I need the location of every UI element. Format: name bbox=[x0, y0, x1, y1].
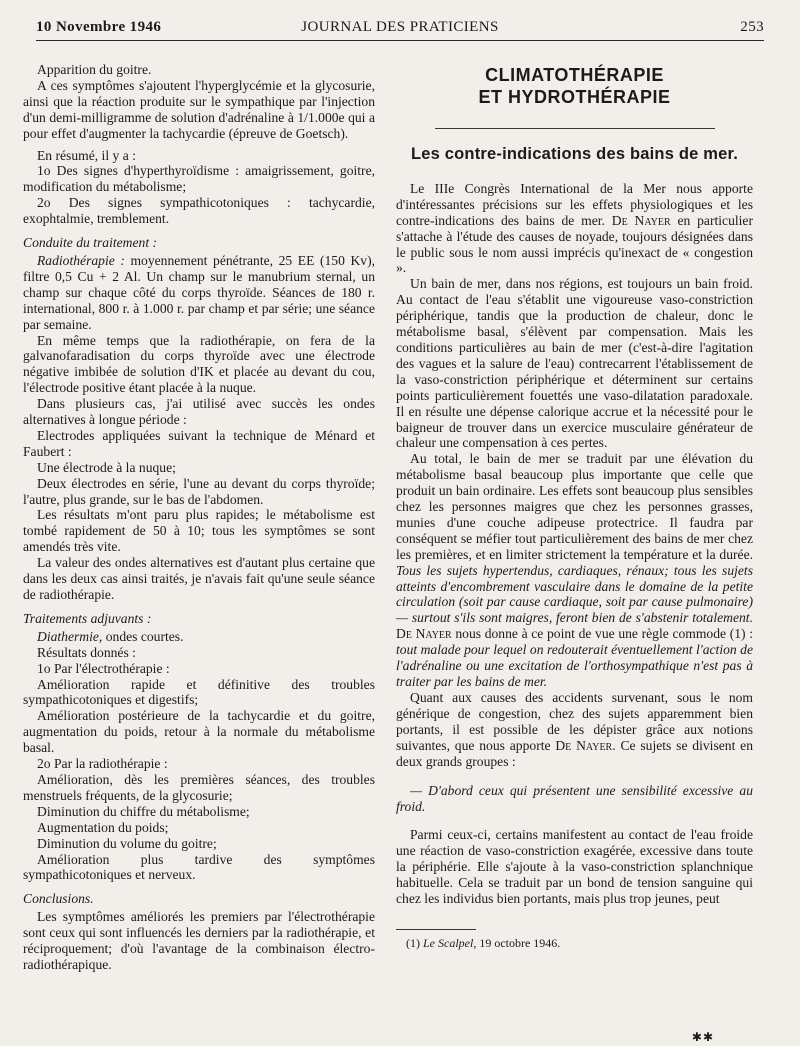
paragraph: Diminution du volume du goitre; bbox=[37, 835, 217, 851]
paragraph: En même temps que la radiothérapie, on fera de la galvanofaradisation du corps thyroïde avec une électrode négative imbibée de solution d'IK et placée au devant du cou, l'électrode positive étant placée à la nuque. bbox=[23, 332, 375, 396]
footnote-divider bbox=[396, 929, 476, 930]
paragraph bbox=[396, 690, 753, 770]
page-header bbox=[36, 16, 764, 41]
paragraph: Les résultats m'ont paru plus rapides; le métabolisme est tombé rapidement de 50 à 10; tous les symptômes se sont amendés très vite. bbox=[23, 507, 375, 555]
paragraph bbox=[396, 451, 753, 690]
paragraph: Amélioration, dès les premières séances, des troubles menstruels fréquents, de la glycosurie; bbox=[23, 771, 375, 803]
emphasis: Radiothérapie : bbox=[37, 252, 125, 268]
paragraph: Augmentation du poids; bbox=[37, 819, 169, 835]
footnote bbox=[396, 936, 753, 952]
text: en particulier s'attache à l'étude des causes de noyade, toujours désignées dans le public sous le nom aussi imprécis qu'inexact de « congestion ». bbox=[396, 212, 753, 276]
paragraph: Amélioration plus tardive des symptômes sympathicotoniques et nerveux. bbox=[23, 851, 375, 883]
paragraph: Amélioration postérieure de la tachycardie et du goitre, augmentation du poids, retour à la normale du métabolisme basal. bbox=[23, 708, 375, 756]
emphasis: Tous les sujets hypertendus, cardiaques, rénaux; tous les sujets atteints d'encombrement vasculaire dans le domaine de la petite circulation (soit par cause cardiaque, soit par cause pulmonaire) — surtout s'ils sont maigres, feront bien de s'abstenir totalement. bbox=[396, 562, 753, 626]
paragraph: Un bain de mer, dans nos régions, est toujours un bain froid. Au contact de l'eau s'établit une vigoureuse vaso-constriction périphérique, tandis que la production de chaleur, donc le métabolisme basal, s'élèvent par compensation. Mais les conditions particulières au bain de mer (c'est-à-dire l'agitation des vagues et la salure de l'eau) contrecarrent l'établissement de la vaso-constriction périphérique et déterminent sur certains points particulièrement fouettés une vaso-dilatation paradoxale. Il en résulte une dépense calorique accrue et la nécessité pour le baigneur de trouver dans un exercice musculaire générateur de chaleur une compensation à ces pertes. bbox=[396, 276, 753, 451]
author-name: De Nayer bbox=[611, 212, 671, 228]
paragraph: 2o Des signes sympathicotoniques : tachycardie, exophtalmie, tremblement. bbox=[23, 195, 375, 227]
right-column bbox=[396, 62, 753, 952]
paragraph: Apparition du goitre. bbox=[37, 62, 152, 77]
article-title: Les contre-indications des bains de mer. bbox=[396, 128, 753, 163]
paragraph bbox=[396, 181, 753, 276]
section-heading-conduite: Conduite du traitement : bbox=[23, 235, 158, 251]
text: moyennement pénétrante, 25 EE (150 Kv), filtre 0,5 Cu + 2 Al. Un champ sur le manubrium sternal, un champ sur chaque côté du corps thyroïde. Séances de 180 r. international, 800 r. à 1.000 r. par champ et par série; une séance par semaine. bbox=[23, 252, 375, 332]
paragraph: Dans plusieurs cas, j'ai utilisé avec succès les ondes alternatives à longue période : bbox=[23, 396, 375, 428]
paragraph: Résultats donnés : bbox=[37, 644, 136, 660]
left-column bbox=[23, 62, 375, 973]
paragraph: Electrodes appliquées suivant la technique de Ménard et Faubert : bbox=[23, 427, 375, 459]
section-heading-conclusions: Conclusions. bbox=[23, 891, 94, 907]
paragraph: Une électrode à la nuque; bbox=[37, 459, 176, 475]
paragraph bbox=[23, 253, 375, 333]
paragraph: En résumé, il y a : bbox=[37, 147, 136, 163]
text: ondes courtes. bbox=[102, 628, 184, 644]
paragraph: Deux électrodes en série, l'une au devant du corps thyroïde; l'autre, plus grande, sur le bas de l'abdomen. bbox=[23, 475, 375, 507]
header-journal-title: JOURNAL DES PRATICIENS bbox=[301, 19, 499, 35]
emphasis: Diathermie, bbox=[37, 628, 103, 644]
paragraph: Amélioration rapide et définitive des troubles sympathicotoniques et digestifs; bbox=[23, 676, 375, 708]
paragraph: 2o Par la radiothérapie : bbox=[37, 756, 168, 772]
text: 19 octobre 1946. bbox=[476, 935, 561, 950]
text: Quant aux causes des accidents survenant, sous le nom générique de congestion, chez des sujets apparemment bien portants, il est possible de les dépister grâce aux notions suivantes, que nous apporte bbox=[396, 689, 753, 753]
paragraph: 1o Par l'électrothérapie : bbox=[37, 660, 170, 676]
section-title-line1: CLIMATOTHÉRAPIE bbox=[485, 65, 664, 85]
text: Le IIIe Congrès International de la Mer nous apporte d'intéressantes précisions sur les effets physiologiques et les contre-indications des bains de mer. bbox=[396, 180, 753, 228]
paragraph: Diminution du chiffre du métabolisme; bbox=[37, 803, 250, 819]
paragraph: — D'abord ceux qui présentent une sensibilité excessive au froid. bbox=[396, 783, 753, 815]
paragraph: La valeur des ondes alternatives est d'autant plus certaine que dans les deux cas ainsi traités, je n'avais fait qu'une seule séance de radiothérapie. bbox=[23, 555, 375, 602]
text: . Ce sujets se divisent en deux grands groupes : bbox=[396, 737, 754, 769]
text: nous donne à ce point de vue une règle commode (1) : bbox=[451, 626, 753, 642]
text: (1) bbox=[406, 935, 423, 950]
emphasis: Le Scalpel, bbox=[423, 935, 477, 950]
paragraph: A ces symptômes s'ajoutent l'hyperglycémie et la glycosurie, ainsi que la réaction produite sur le sympathique par l'injection d'un demi-milligramme de solution d'adrénaline à 1/1.000e qui a pour effet d'augmenter la tachycardie (épreuve de Goetsch). bbox=[23, 77, 375, 141]
section-title bbox=[396, 64, 753, 108]
paragraph: Parmi ceux-ci, certains manifestent au contact de l'eau froide une réaction de vaso-constriction exagérée, excessive dans toute la périphérie. Elle s'ajoute à la vaso-constriction splanchnique habituelle. Cela se traduit par un bond de tension sanguine qui chez les individus bien portants, mais plus trop jeunes, peut bbox=[396, 827, 753, 906]
text: Au total, le bain de mer se traduit par une élévation du métabolisme basal beaucoup plus importante que celle que produit un bain ordinaire. Les effets sont beaucoup plus sensibles chez les personnes maigres que chez les personnes grasses, munies d'une couche adipeuse protectrice. Il faudra par conséquent se méfier tout particulièrement des bains de mer chez les premières, et en limiter strictement la température et la durée. bbox=[396, 451, 753, 562]
author-name: De Nayer bbox=[396, 626, 452, 642]
author-name: De Nayer bbox=[555, 737, 613, 753]
section-heading-traitements: Traitements adjuvants : bbox=[23, 610, 152, 626]
ornament-stars: ✱✱ bbox=[691, 1030, 714, 1044]
paragraph bbox=[23, 629, 375, 645]
emphasis: tout malade pour lequel on redouterait éventuellement l'action de l'adrénaline ou une excitation de l'orthosympathique n'est pas à traiter par les bains de mer. bbox=[396, 642, 753, 689]
section-title-line2: ET HYDROTHÉRAPIE bbox=[478, 87, 671, 107]
paragraph: Les symptômes améliorés les premiers par l'électrothérapie sont ceux qui sont influencés les derniers par la radiothérapie, et réciproquement; d'où l'avantage de la combinaison électro-radiothérapique. bbox=[23, 909, 375, 972]
header-page-number: 253 bbox=[740, 19, 764, 35]
header-date: 10 Novembre 1946 bbox=[36, 19, 162, 35]
paragraph: 1o Des signes d'hyperthyroïdisme : amaigrissement, goitre, modification du métabolisme; bbox=[23, 163, 375, 195]
